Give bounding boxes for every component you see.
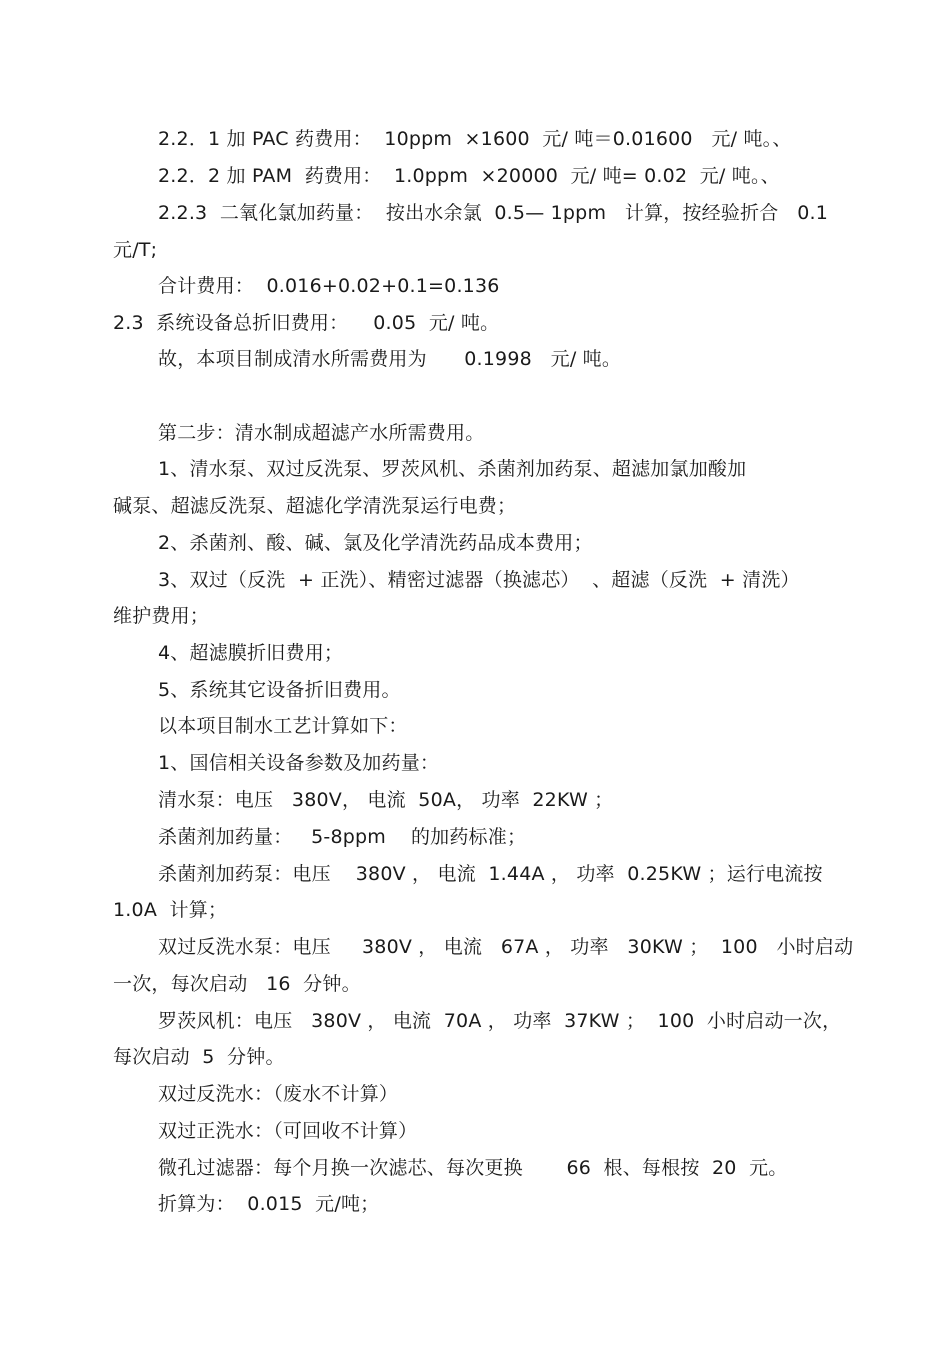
text-line-biocide-dose: 杀菌剂加药量： 5-8ppm 的加药标准； [158, 826, 527, 848]
text-line-backwash-pump-cont: 一次，每次启动 16 分钟。 [113, 973, 361, 995]
text-line-2-2-2: 2.2．2 加 PAM 药费用： 1.0ppm ×20000 元/ 吨= 0.02 元/ 吨。、 [158, 165, 780, 187]
list-item-3: 3、双过（反洗 + 正洗）、精密过滤器（换滤芯） 、超滤（反洗 + 清洗） [158, 569, 800, 591]
text-line-2-2-1: 2.2．1 加 PAC 药费用： 10ppm ×1600 元/ 吨＝0.01600 元/ 吨。、 [158, 128, 792, 150]
text-line-conclusion: 故，本项目制成清水所需费用为 0.1998 元/ 吨。 [158, 348, 622, 370]
text-line-backwash-water: 双过反洗水：（废水不计算） [158, 1083, 399, 1105]
list-item-4: 4、超滤膜折旧费用； [158, 642, 344, 664]
text-line-roots-blower-cont: 每次启动 5 分钟。 [113, 1046, 285, 1068]
text-line-micro-filter: 微孔过滤器：每个月换一次滤芯、每次更换 66 根、每根按 20 元。 [158, 1157, 788, 1179]
text-line-converted: 折算为： 0.015 元/吨； [158, 1193, 380, 1215]
list-item-3-cont: 维护费用； [113, 605, 210, 627]
text-line-total: 合计费用： 0.016+0.02+0.1=0.136 [158, 275, 500, 297]
text-line-biocide-pump: 杀菌剂加药泵：电压 380V ， 电流 1.44A ， 功率 0.25KW ；运行电流按 [158, 863, 823, 885]
list-item-1-cont: 碱泵、超滤反洗泵、超滤化学清洗泵运行电费； [113, 495, 517, 517]
section-heading-step2: 第二步：清水制成超滤产水所需费用。 [158, 422, 485, 444]
list-item-2: 2、杀菌剂、酸、碱、氯及化学清洗药品成本费用； [158, 532, 593, 554]
text-line-2-2-3-cont: 元/T; [113, 239, 158, 261]
text-line-biocide-pump-cont: 1.0A 计算； [113, 899, 228, 921]
text-line-roots-blower: 罗茨风机：电压 380V ， 电流 70A ， 功率 37KW ； 100 小时启动一次， [158, 1010, 842, 1032]
text-line-2-2-3: 2.2.3 二氧化氯加药量： 按出水余氯 0.5— 1ppm 计算，按经验折合 0.1 [158, 202, 829, 224]
text-line-forward-wash-water: 双过正洗水：（可回收不计算） [158, 1120, 418, 1142]
text-line-calc-intro: 以本项目制水工艺计算如下： [158, 715, 408, 737]
text-line-params-heading: 1、国信相关设备参数及加药量： [158, 752, 440, 774]
list-item-1: 1、清水泵、双过反洗泵、罗茨风机、杀菌剂加药泵、超滤加氯加酸加 [158, 458, 747, 480]
text-line-clear-pump: 清水泵：电压 380V， 电流 50A， 功率 22KW ； [158, 789, 614, 811]
text-line-2-3: 2.3 系统设备总折旧费用： 0.05 元/ 吨。 [113, 312, 500, 334]
list-item-5: 5、系统其它设备折旧费用。 [158, 679, 401, 701]
text-line-backwash-pump: 双过反洗水泵：电压 380V ， 电流 67A ， 功率 30KW ； 100 小时启动 [158, 936, 854, 958]
